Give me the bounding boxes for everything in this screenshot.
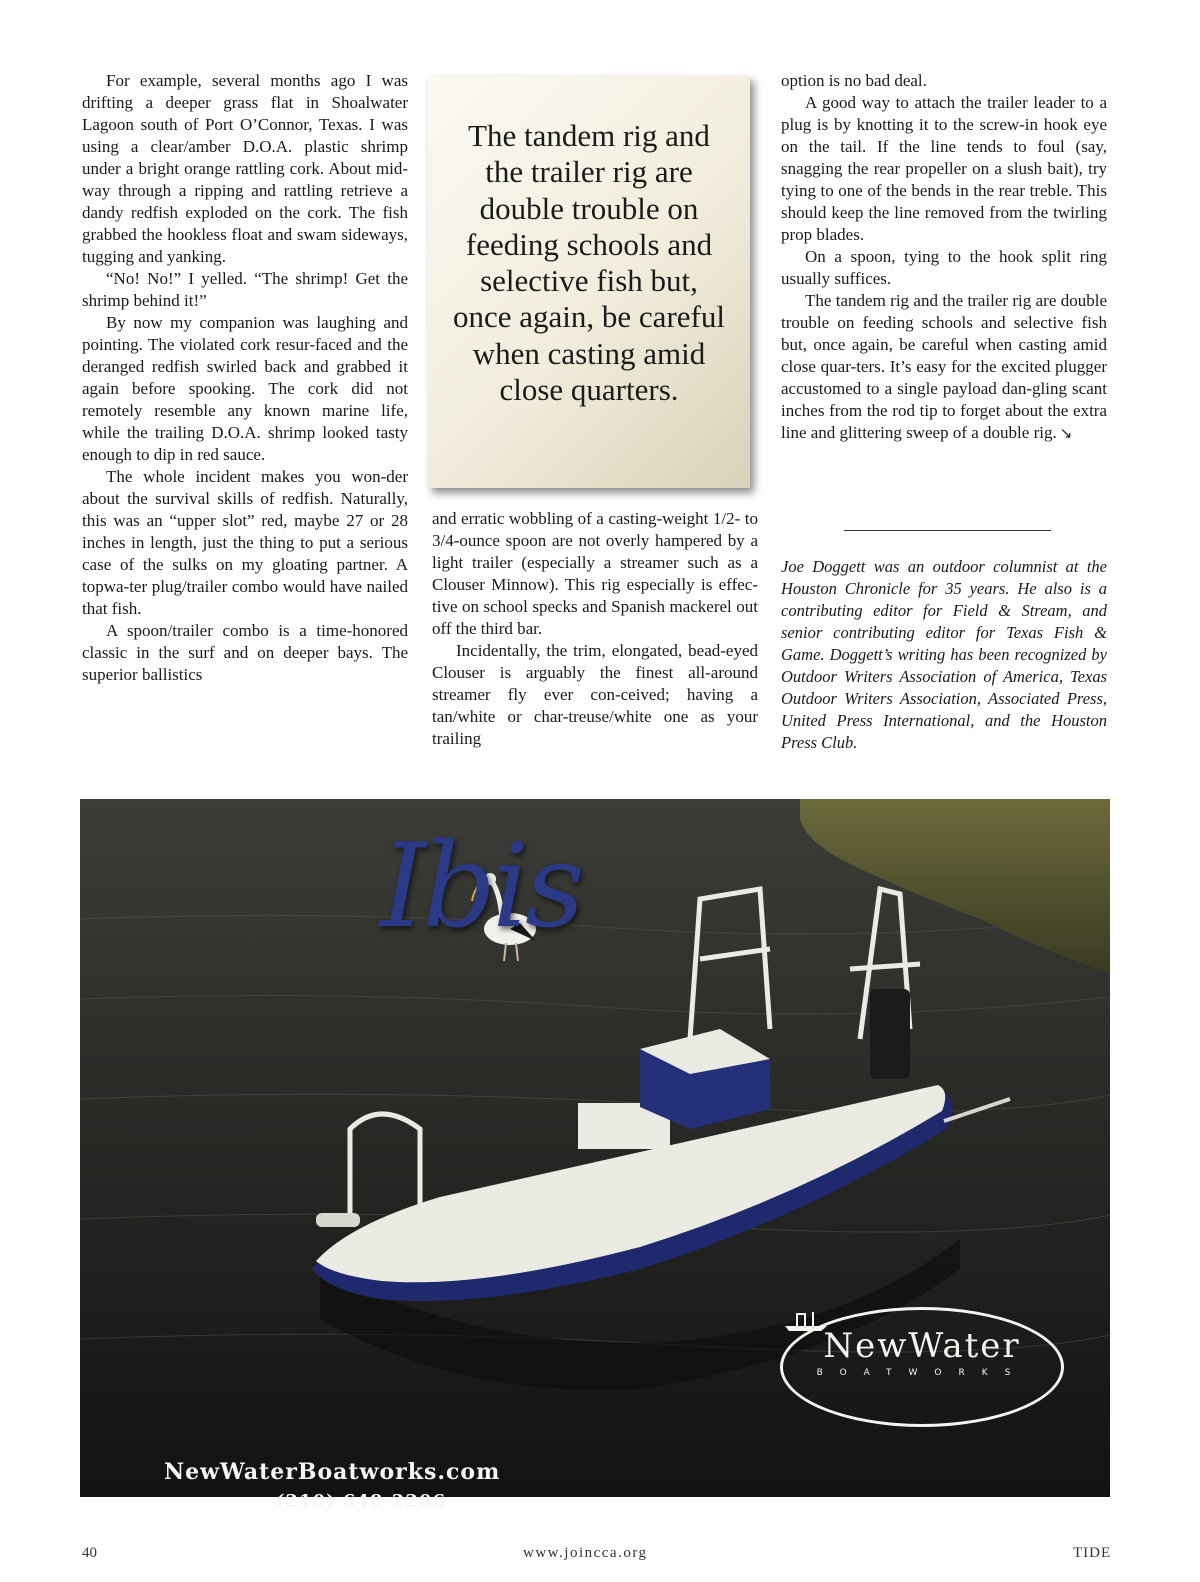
paragraph-final	[781, 290, 1107, 445]
bio-divider	[844, 530, 1051, 531]
author-bio: Joe Doggett was an outdoor columnist at the Houston Chronicle for 35 years. He also is a contributing editor for Field & Stream, and senior contributing editor for Texas Fish & Game. Doggett’s writing has been recognized by Outdoor Writers Association of America, Texas Outdoor Writers Association, Associated Press, United Press International, and the Houston Press Club.	[781, 557, 1107, 752]
paragraph: A spoon/trailer combo is a time-honored classic in the surf and on deeper bays. The superior ballistics	[82, 621, 408, 684]
trolling-motor	[316, 1213, 360, 1227]
magazine-name: TIDE	[1073, 1545, 1112, 1561]
logo-subtitle: BOATWORKS	[816, 1368, 1028, 1378]
ad-brand-logo: Ibis	[380, 819, 581, 954]
pull-quote-box	[428, 76, 750, 488]
article-column-3	[781, 70, 1107, 445]
pull-quote-text: The tandem rig and the trailer rig are double trouble on feeding schools and selective fish but, once again, be careful when casting amid close quarters.	[453, 118, 725, 408]
end-mark-icon: ↘	[1059, 426, 1073, 442]
paragraph: For example, several months ago I was drifting a deeper grass flat in Shoalwater Lagoon south of Port O’Connor, Texas. I was using a clear/amber D.O.A. plastic shrimp under a bright orange rattling cork. About mid-way through a ripping and rattling retrieve a dandy redfish exploded on the cork. The fish grabbed the hookless float and swam sideways, tugging and yanking.	[82, 71, 408, 266]
paragraph: “No! No!” I yelled. “The shrimp! Get the shrimp behind it!”	[82, 269, 408, 310]
article-column-2	[432, 508, 758, 750]
logo-name: NewWater	[823, 1326, 1021, 1366]
paragraph: By now my companion was laughing and pointing. The violated cork resur-faced and the deranged redfish swirled back and grabbed it again before spooking. The cork did not remotely resemble any known marine life, while the trailing D.O.A. shrimp looked tasty enough to dip in red sauce.	[82, 313, 408, 464]
paragraph: option is no bad deal.	[781, 71, 927, 90]
paragraph: On a spoon, tying to the hook split ring usually suffices.	[781, 247, 1107, 288]
newwater-logo	[780, 1307, 1064, 1427]
paragraph: A good way to attach the trailer leader to a plug is by knotting it to the screw-in hook eye on the tail. If the line tends to foul (say, snagging the rear propeller on a slush bait), try tying to one of the bends in the rear treble. This should keep the line removed from the twirling prop blades.	[781, 93, 1107, 244]
paragraph-text: The tandem rig and the trailer rig are double trouble on feeding schools and selective fish but, once again, be careful when casting amid close quar-ters. It’s easy for the excited plugger accustomed to a single payload dan-gling scant inches from the rod tip to forget about the extra line and glittering sweep of a double rig.	[781, 291, 1107, 442]
logo-boat-icon	[783, 1310, 829, 1332]
ad-website: NewWaterBoatworks.com	[164, 1459, 501, 1485]
paragraph: Incidentally, the trim, elongated, bead-eyed Clouser is arguably the finest all-around streamer fly ever con-ceived; having a tan/white or char-treuse/white one as your trailing	[432, 641, 758, 748]
boat-advertisement	[80, 799, 1110, 1512]
footer-url: www.joincca.org	[523, 1545, 648, 1561]
paragraph: and erratic wobbling of a casting-weight 1/2- to 3/4-ounce spoon are not overly hampered by a light trailer (especially a streamer such as a Clouser Minnow). This rig especially is effec-tive on school specks and Spanish mackerel out off the third bar.	[432, 509, 758, 638]
article-column-1	[82, 70, 408, 686]
outboard-motor	[870, 989, 910, 1079]
page-number: 40	[82, 1545, 97, 1561]
ad-phone: (210) 648-2206	[276, 1491, 447, 1512]
paragraph: The whole incident makes you won-der about the survival skills of redfish. Naturally, this was an “upper slot” red, maybe 27 or 28 inches in length, just the thing to put a serious case of the sulks on my gloating partner. A topwa-ter plug/trailer combo would have nailed that fish.	[82, 467, 408, 618]
